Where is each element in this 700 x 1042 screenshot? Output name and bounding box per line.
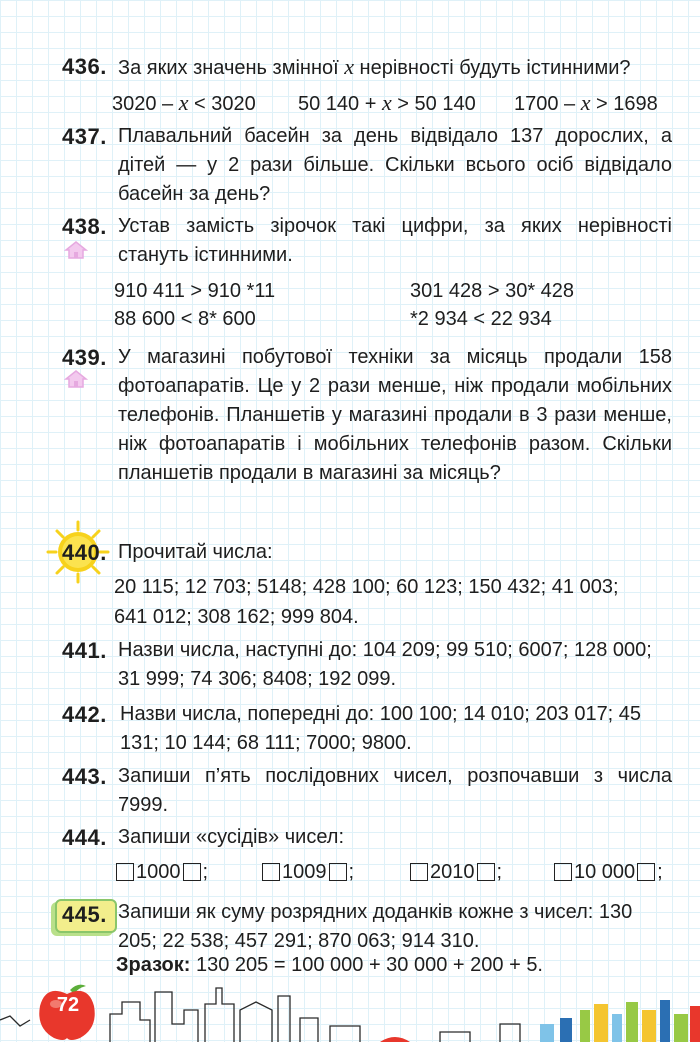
exercise-text: Плавальний басейн за день відвідало 137 дорослих, а дітей — у 2 рази більше. Скільки всього осіб відвідало басейн за день? — [118, 125, 672, 205]
exercise-text: Назви числа, попередні до: 100 100; 14 010; 203 017; 45 131; 10 144; 68 111; 7000; 9800. — [120, 703, 642, 754]
exercise-text: Устав замість зірочок такі цифри, за яких нерівності стануть істинними. — [118, 215, 672, 266]
exercise-number: 441. — [62, 638, 107, 663]
neighbours-item-1: 1000 ; — [114, 861, 208, 884]
inequality-row1-right: 301 428 > 30* 428 — [410, 280, 575, 302]
answer-box — [183, 863, 201, 881]
inequality-3: 1700 – x > 1698 — [514, 90, 658, 115]
exercise-number: 442. — [62, 702, 107, 727]
answer-box — [410, 863, 428, 881]
example-line — [116, 954, 543, 977]
inequality-1: 3020 – x < 3020 — [112, 90, 256, 115]
exercise-number: 436. — [62, 54, 107, 79]
exercise-number: 438. — [62, 214, 107, 239]
answer-box — [477, 863, 495, 881]
neighbours-item-4: 10 000 ; — [552, 861, 663, 884]
neighbours-item-2: 1009 ; — [260, 861, 354, 884]
house-icon — [64, 240, 88, 260]
answer-box — [637, 863, 655, 881]
exercise-number: 440. — [62, 540, 107, 565]
inequality-row2-right: *2 934 < 22 934 — [410, 308, 552, 330]
city-skyline-illustration — [0, 980, 700, 1042]
exercise-text: У магазині побутової техніки за місяць продали 158 фотоапаратів. Це у 2 рази менше, ніж продали мобільних телефонів. Планшетів у магазині продали в 3 рази менше, ніж фотоапаратів і мобільних телефонів разом. Скільки планшетів продали в магазині за місяць? — [118, 346, 672, 484]
exercise-number: 445. — [62, 902, 107, 927]
example-text: 130 205 = 100 000 + 30 000 + 200 + 5. — [190, 954, 543, 976]
example-label: Зразок: — [116, 954, 191, 976]
inequality-2: 50 140 + x > 50 140 — [298, 90, 476, 115]
answer-box — [329, 863, 347, 881]
page-number: 72 — [56, 994, 80, 1016]
house-icon — [64, 369, 88, 389]
exercise-text: Запиши п’ять послідовних чисел, розпочавши з числа 7999. — [118, 765, 672, 816]
exercise-number: 443. — [62, 764, 107, 789]
exercise-text: Запиши «сусідів» чисел: — [118, 826, 345, 848]
exercise-number: 444. — [62, 825, 107, 850]
neighbours-item-3: 2010 ; — [408, 861, 502, 884]
exercise-text: Запиши як суму розрядних доданків кожне з чисел: 130 205; 22 538; 457 291; 870 063; 914 310. — [118, 901, 633, 952]
answer-box — [262, 863, 280, 881]
inequality-row2-left: 88 600 < 8* 600 — [114, 308, 256, 330]
number-list-line-1: 20 115; 12 703; 5148; 428 100; 60 123; 150 432; 41 003; — [114, 576, 619, 598]
exercise-number: 437. — [62, 124, 107, 149]
inequality-row1-left: 910 411 > 910 *11 — [114, 280, 276, 302]
variable-x: x — [344, 54, 354, 79]
exercise-text: Назви числа, наступні до: 104 209; 99 510; 6007; 128 000; 31 999; 74 306; 8408; 192 099. — [118, 639, 652, 690]
exercise-number: 439. — [62, 345, 107, 370]
exercise-text: Прочитай числа: — [118, 541, 273, 563]
exercise-text: За яких значень змінної x нерівності будуть істинними? — [118, 54, 631, 79]
answer-box — [554, 863, 572, 881]
answer-box — [116, 863, 134, 881]
number-list-line-2: 641 012; 308 162; 999 804. — [114, 606, 359, 628]
